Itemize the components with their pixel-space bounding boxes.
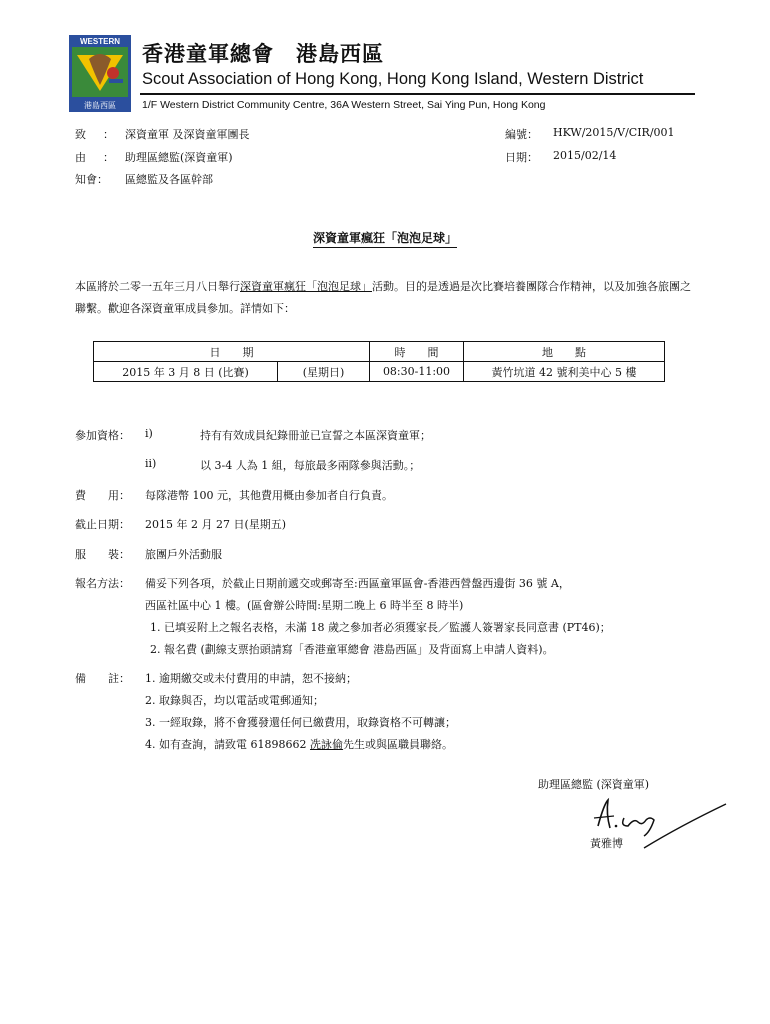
eligibility-label: 參加資格： (75, 429, 130, 442)
date-value: 2015/02/14 (553, 149, 617, 162)
fee-text: 每隊港幣 100 元，其他費用概由參加者自行負責。 (145, 489, 393, 502)
intro-part2: 活動。目的是透過是次比賽培養團隊合作精神，以及加強各旅團之聯繫。歡迎各深資童軍成員參加。詳情如下： (75, 280, 691, 315)
remark-item-1: 1. 逾期繳交或未付費用的申請，恕不接納； (145, 672, 357, 685)
eligibility-item-2-text: 以 3-4 人為 1 組，每旅最多兩隊參與活動。； (200, 459, 421, 472)
cell-time: 08:30-11:00 (370, 362, 464, 382)
signoff-name: 黃雅博 (590, 837, 623, 850)
schedule-row (94, 362, 665, 382)
eligibility-item-2-num: ii) (145, 457, 157, 470)
header-venue: 地 點 (464, 342, 665, 362)
eligibility-item-1-text: 持有有效成員紀錄冊並已宣誓之本區深資童軍； (200, 429, 431, 442)
header-time: 時 間 (370, 342, 464, 362)
ref-value: HKW/2015/V/CIR/001 (553, 126, 675, 139)
org-name-zh (142, 38, 384, 68)
cell-date: 2015 年 3 月 8 日 (比賽) (94, 362, 278, 382)
header-date: 日 期 (94, 342, 370, 362)
application-line-2: 西區社區中心 1 樓。(區會辦公時間:星期二晚上 6 時半至 8 時半) (145, 599, 464, 612)
date-label: 日期： (505, 151, 538, 164)
application-item-2: 2. 報名費 (劃線支票抬頭請寫「香港童軍總會 港島西區」及背面寫上申請人資料)。 (150, 643, 554, 656)
district-logo (69, 35, 131, 112)
logo-top-text: WESTERN (80, 37, 120, 46)
contact-person-name: 冼詠倫 (309, 738, 343, 751)
deadline-text: 2015 年 2 月 27 日(星期五) (145, 518, 287, 531)
remark-item-4-post: 先生或與區職員聯絡。 (342, 738, 453, 751)
intro-part1: 本區將於二零一五年三月八日舉行 (75, 280, 240, 293)
org-name-zh-part2: 港島西區 (296, 42, 384, 66)
application-line-1: 備妥下列各項，於截止日期前遞交或郵寄至:西區童軍區會-香港西營盤西邊街 36 號 A， (145, 577, 570, 590)
eligibility-item-1-num: i) (145, 427, 153, 440)
dress-label: 服 裝： (75, 548, 130, 561)
circular-title-text: 深資童軍瘋狂「泡泡足球」 (313, 231, 457, 248)
cell-venue: 黃竹坑道 42 號利美中心 5 樓 (464, 362, 665, 382)
circular-title (0, 229, 770, 246)
to-label: 致 (75, 128, 86, 141)
logo-bottom-text: 港島西區 (84, 101, 116, 110)
signoff-title: 助理區總監 (深資童軍) (538, 778, 650, 791)
schedule-header-row (94, 342, 665, 362)
cc-label: 知會： (75, 173, 108, 186)
org-name-zh-part1: 香港童軍總會 (142, 42, 274, 66)
remark-item-2: 2. 取錄與否，均以電話或電郵通知； (145, 694, 324, 707)
cc-value: 區總監及各區幹部 (125, 173, 213, 186)
from-colon: ： (103, 151, 114, 164)
deadline-label: 截止日期： (75, 518, 130, 531)
application-label: 報名方法： (75, 577, 130, 590)
org-address: 1/F Western District Community Centre, 36A Western Street, Sai Ying Pun, Hong Kong (142, 99, 546, 111)
intro-event-name: 深資童軍瘋狂「泡泡足球」 (240, 280, 372, 293)
intro-paragraph (75, 276, 695, 320)
from-label: 由 (75, 151, 86, 164)
org-name-en: Scout Association of Hong Kong, Hong Kong Island, Western District (142, 70, 644, 88)
remarks-label: 備 註： (75, 672, 130, 685)
to-colon: ： (103, 128, 114, 141)
schedule-table (93, 341, 665, 382)
application-item-1: 1. 已填妥附上之報名表格，未滿 18 歲之參加者必須獲家長／監護人簽署家長同意書 (PT46)； (150, 621, 611, 634)
to-value: 深資童軍 及深資童軍團長 (125, 128, 250, 141)
remark-item-3: 3. 一經取錄，將不會獲發還任何已繳費用，取錄資格不可轉讓； (145, 716, 456, 729)
dress-text: 旅團戶外活動服 (145, 548, 222, 561)
ref-label: 編號： (505, 128, 538, 141)
fee-label: 費 用： (75, 489, 130, 502)
remark-item-4 (145, 736, 453, 752)
remark-item-4-pre: 4. 如有查詢，請致電 61898662 (145, 738, 310, 751)
from-value: 助理區總監(深資童軍) (125, 151, 233, 164)
cell-weekday: (星期日) (278, 362, 370, 382)
letterhead-rule (140, 93, 695, 95)
